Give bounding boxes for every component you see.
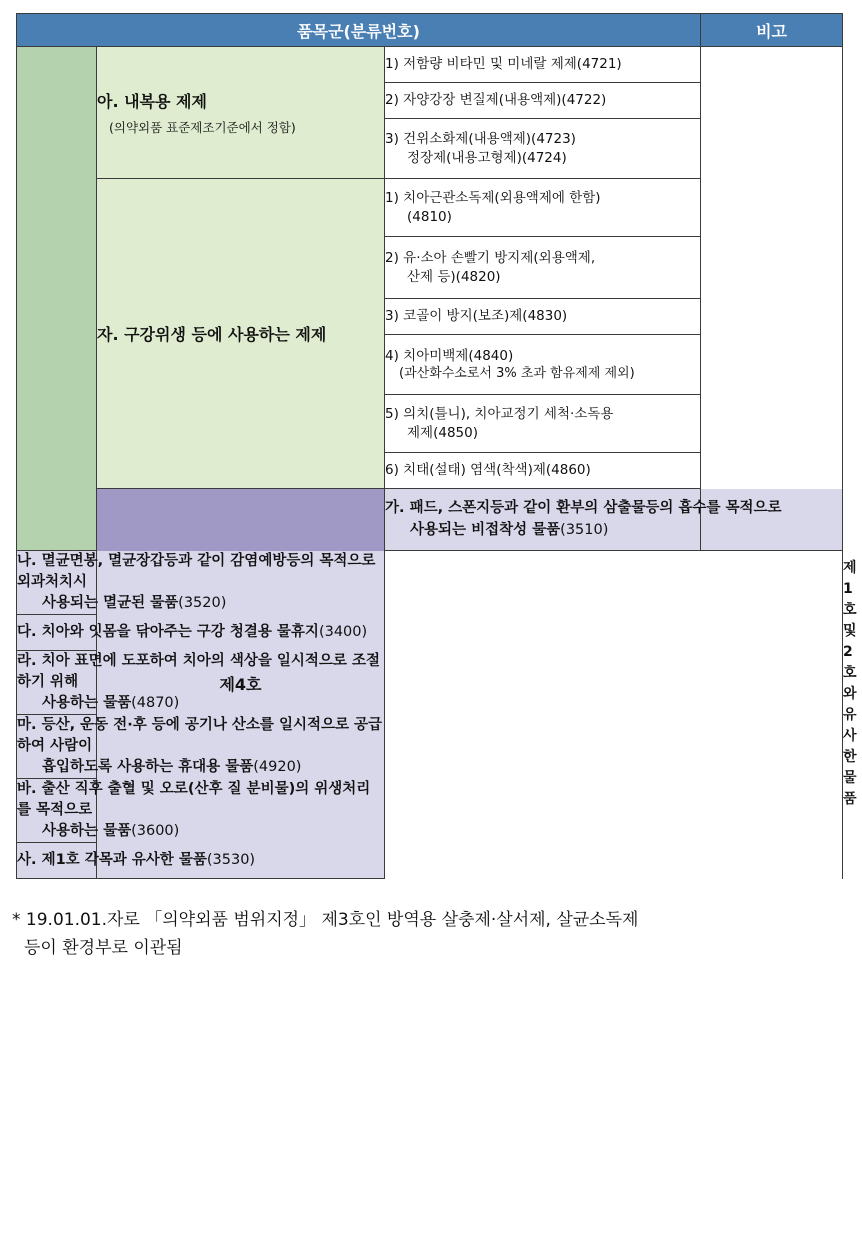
group-4-item: 마. 등산, 운동 전·후 등에 공기나 산소를 일시적으로 공급하여 사람이 흡입하도록 사용하는 휴대용 물품(4920) [17, 715, 385, 779]
green-category-cell [17, 47, 97, 551]
group-a-subtitle: (의약외품 표준제조기준에서 정함) [109, 120, 296, 135]
group-b-item: 5) 의치(틀니), 치아교정기 세척·소독용 제제(4850) [385, 395, 701, 453]
remark-cell-empty [701, 47, 843, 551]
group-a-cell [97, 47, 385, 179]
group-b-item: 2) 유·소아 손빨기 방지제(외용액제, 산제 등)(4820) [385, 237, 701, 299]
group-a-title: 아. 내복용 제제 [97, 92, 207, 111]
group-b-item: 3) 코골이 방지(보조)제(4830) [385, 299, 701, 335]
group-a-item: 2) 자양강장 변질제(내용액제)(4722) [385, 83, 701, 119]
group-b-item: 6) 치태(설태) 염색(착색)제(4860) [385, 453, 701, 489]
category-4-label: 제4호 [97, 489, 385, 879]
header-product-group: 품목군(분류번호) [17, 14, 701, 47]
header-remarks: 비고 [701, 14, 843, 47]
group-4-item: 다. 치아와 잇몸을 닦아주는 구강 청결용 물휴지(3400) [17, 615, 385, 651]
group-b-item: 1) 치아근관소독제(외용액제에 한함) (4810) [385, 179, 701, 237]
group-b-title: 자. 구강위생 등에 사용하는 제제 [97, 325, 327, 344]
footnote-line-2: 등이 환경부로 이관됨 [24, 938, 183, 959]
group-4-item: 라. 치아 표면에 도포하여 치아의 색상을 일시적으로 조절하기 위해 사용하는 물품(4870) [17, 651, 385, 715]
product-classification-table: 품목군(분류번호) 비고 아. 내복용 제제 (의약외품 표준제조기준에서 정함) 1) 저함량 비타민 및 미네랄 제제(4721) 2) 자양강장 변질제(내용액제)(4722) 3) 건위소화제(내용액제)(4723) 정장제(내용고형제)(4724) 자. 구강위생 등에 사용하는 제제 1) 치아근관소독제(외용액제에 한함) (4810) 2) 유·소아 손빨기 방지제(외용액제, 산제 등)(4820) 3) 코골이 방지(보조)제(4830) 4) 치아미백제(4840) (과산화수소로서 3% 초과 함유제제 제외) 5) 의치(틀니), 치아교정기 세척·소독용 제제(4850) 6) 치태(설태) 염색(착색)제(4860) 제4호 가. 패드, 스폰지등과 같이 환부의 삼출물등의 흡수를 목적으로 사용되는 비접착성 물품(3510) 제1호 및 2호와 유사한 물품 나. 멸균면봉, 멸균장갑등과 같이 감염예방등의 목적으로 외과처치시 사용되는 멸균된 물품(3520) 다. 치아와 잇몸을 닦아주는 구강 청결용 물휴지(3400) 라. 치아 표면에 도포하여 치아의 색상을 일시적으로 조절하기 위해 사용하는 물품(4870) 마. 등산, 운동 전·후 등에 공기나 산소를 일시적으로 공급하여 사람이 흡입하도록 사용하는 휴대용 물품(4920) 바. 출산 직후 출혈 및 오로(산후 질 분비물)의 위생처리를 목적으로 사용하는 물품(3600) 사. 제1호 각목과 유사한 물품(3530) [16, 13, 843, 879]
group-b-item: 4) 치아미백제(4840) (과산화수소로서 3% 초과 함유제제 제외) [385, 335, 701, 395]
group-a-item: 1) 저함량 비타민 및 미네랄 제제(4721) [385, 47, 701, 83]
group-a-item: 3) 건위소화제(내용액제)(4723) 정장제(내용고형제)(4724) [385, 119, 701, 179]
footnote-line-1: * 19.01.01.자로 「의약외품 범위지정」 제3호인 방역용 살충제·살서제, 살균소독제 [12, 910, 639, 930]
group-4-item: 나. 멸균면봉, 멸균장갑등과 같이 감염예방등의 목적으로 외과처치시 사용되는 멸균된 물품(3520) [17, 551, 385, 615]
group-4-item: 가. 패드, 스폰지등과 같이 환부의 삼출물등의 흡수를 목적으로 사용되는 비접착성 물품(3510) [385, 489, 843, 551]
group-4-item: 바. 출산 직후 출혈 및 오로(산후 질 분비물)의 위생처리를 목적으로 사용하는 물품(3600) [17, 779, 385, 843]
footnote [12, 906, 848, 962]
group-b-cell [97, 179, 385, 489]
group-4-item: 사. 제1호 각목과 유사한 물품(3530) [17, 843, 385, 879]
